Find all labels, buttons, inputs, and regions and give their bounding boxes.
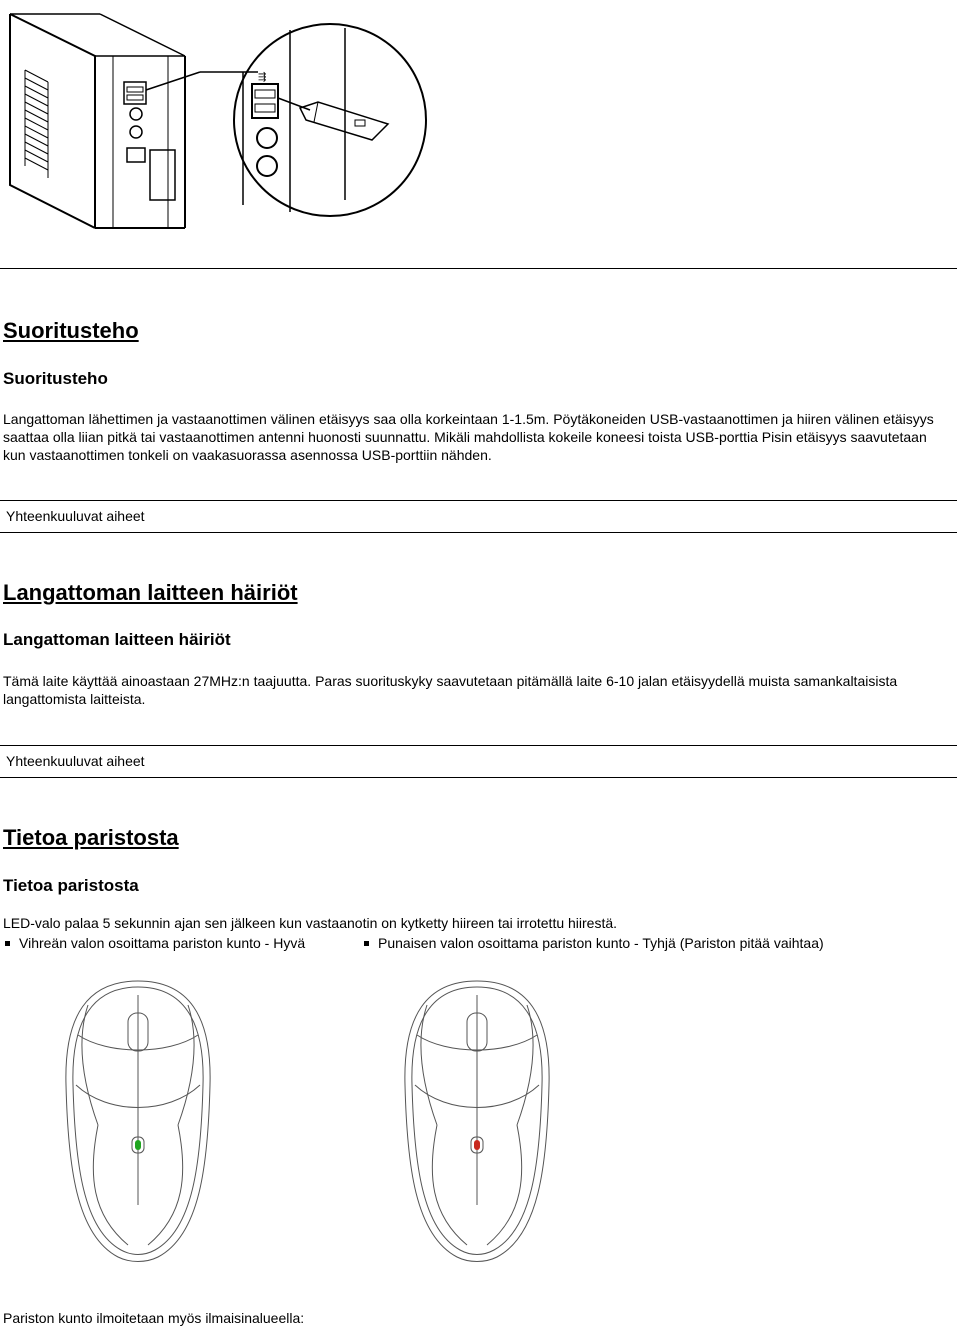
mouse-red-led-illustration [397,975,557,1265]
led-red-icon [474,1140,480,1150]
bullet-icon [364,941,369,946]
section-subheading-interference: Langattoman laitteen häiriöt [3,630,231,649]
section-body-performance: Langattoman lähettimen ja vastaanottimen välinen etäisyys saa olla korkeintaan 1-1.5m. Pöytäkoneiden USB-vastaanottimen ja hiiren välinen etäisyys saattaa olla liian pitkä tai vastaanottimen antenni huonosti suunnattu. Mikäli mahdollista kokeile koneesi toista USB-porttia Pisin etäisyys saavutetaan kun vastaanottimen tonkeli on vaakasuorassa asennossa USB-porttiin nähden. [3,411,934,463]
bullet-icon [5,941,10,946]
computer-usb-receiver-illustration [0,0,440,245]
section-subheading-battery: Tietoa paristosta [3,876,139,895]
usb-icon: ⇶ [258,72,267,83]
mouse-green-led-illustration [58,975,218,1265]
section-subheading-performance: Suoritusteho [3,369,108,388]
section-heading-battery: Tietoa paristosta [3,825,179,850]
section-heading-performance: Suoritusteho [3,318,139,343]
related-topics-link[interactable]: Yhteenkuuluvat aiheet [6,508,145,524]
list-item [5,935,305,951]
list-item [364,935,824,951]
footer-text: Pariston kunto ilmoitetaan myös ilmaisinalueella: [3,1310,305,1326]
section-heading-interference: Langattoman laitteen häiriöt [3,580,298,605]
bullet-text-empty: Punaisen valon osoittama pariston kunto - Tyhjä (Pariston pitää vaihtaa) [378,935,824,951]
related-topics-link[interactable]: Yhteenkuuluvat aiheet [6,753,145,769]
section-body-interference: Tämä laite käyttää ainoastaan 27MHz:n taajuutta. Paras suorituskyky saavutetaan pitämällä laite 6-10 jalan etäisyydellä muista samankaltaisista langattomista laitteista. [3,673,898,707]
section-body-battery: LED-valo palaa 5 sekunnin ajan sen jälkeen kun vastaanotin on kytketty hiireen tai irrotettu hiirestä. [3,915,618,931]
bullet-text-good: Vihreän valon osoittama pariston kunto - Hyvä [19,935,306,951]
led-green-icon [135,1140,141,1150]
